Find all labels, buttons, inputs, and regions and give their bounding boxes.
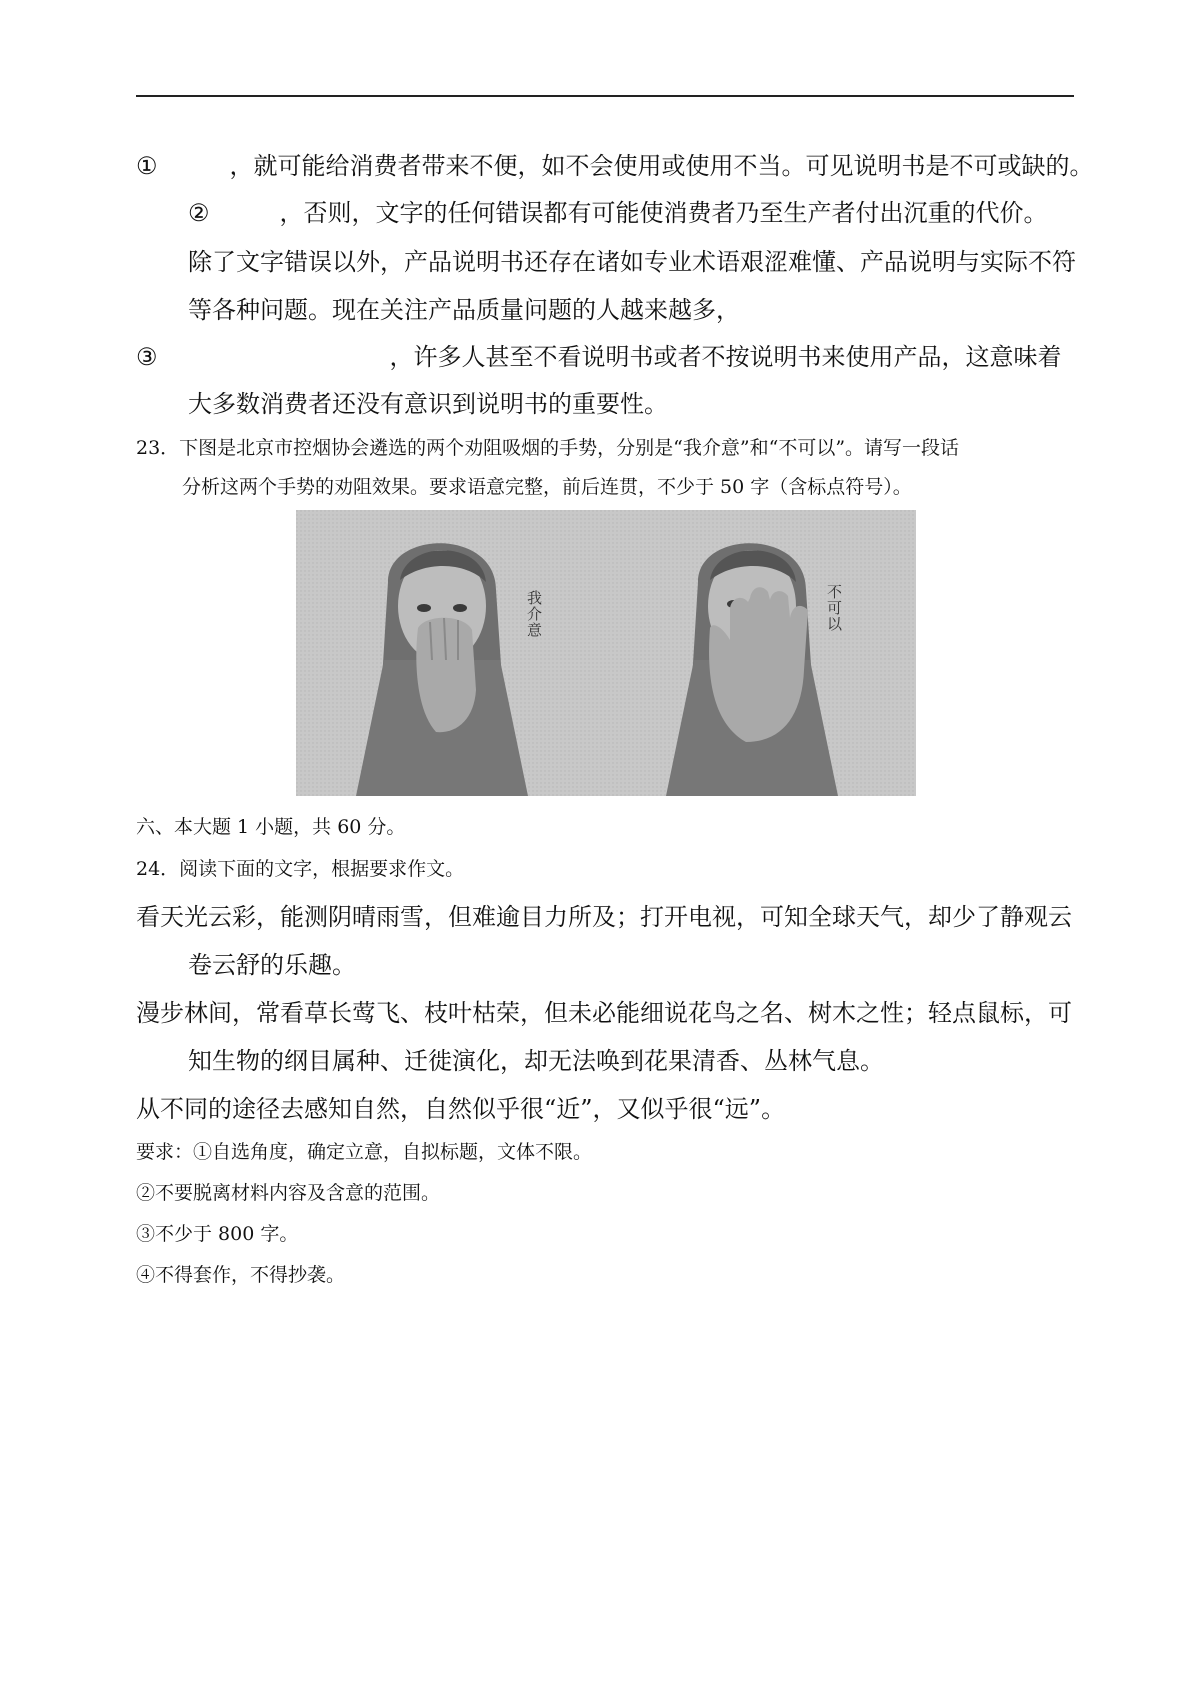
section-6-heading: 六、本大题 1 小题，共 60 分。 — [136, 816, 406, 838]
line1-text: ，就可能给消费者带来不便，如不会使用或使用不当。可见说明书是不可或缺的。 — [229, 152, 1094, 180]
requirement-1: 要求：①自选角度，确定立意，自拟标题，文体不限。 — [136, 1141, 593, 1163]
requirement-2: ②不要脱离材料内容及含意的范围。 — [136, 1182, 441, 1204]
material-para-3: 从不同的途径去感知自然，自然似乎很“近”，又似乎很“远”。 — [136, 1095, 786, 1123]
blank-line-2 — [188, 193, 1048, 228]
question-23-line-2: 分析这两个手势的劝阻效果。要求语意完整，前后连贯，不少于 50 字（含标点符号）。 — [182, 476, 912, 498]
blank-line-1 — [136, 146, 1094, 181]
question-23-line-1: 23．下图是北京市控烟协会遴选的两个劝阻吸烟的手势，分别是“我介意”和“不可以”。请写一段话 — [136, 437, 960, 459]
marker-1: ① — [136, 152, 158, 180]
paragraph-line-4: 等各种问题。现在关注产品质量问题的人越来越多， — [188, 296, 740, 324]
material-para-1-line-1: 看天光云彩，能测阴晴雨雪，但难逾目力所及；打开电视，可知全球天气，却少了静观云 — [136, 903, 1072, 931]
marker-2: ② — [188, 199, 210, 227]
question-24: 24．阅读下面的文字，根据要求作文。 — [136, 858, 465, 880]
line5-text: ，许多人甚至不看说明书或者不按说明书来使用产品，这意味着 — [389, 343, 1062, 371]
left-gesture-label: 我介意 — [525, 590, 543, 638]
line2-text: ，否则，文字的任何错误都有可能使消费者乃至生产者付出沉重的代价。 — [279, 199, 1048, 227]
gesture-illustration — [296, 510, 916, 796]
gesture-figure — [296, 510, 916, 796]
header-rule — [136, 95, 1074, 97]
paragraph-line-6: 大多数消费者还没有意识到说明书的重要性。 — [188, 390, 668, 418]
material-para-1-line-2: 卷云舒的乐趣。 — [188, 951, 356, 979]
blank-line-3 — [136, 337, 1062, 372]
paragraph-line-3: 除了文字错误以外，产品说明书还存在诸如专业术语艰涩难懂、产品说明与实际不符 — [188, 248, 1076, 276]
right-gesture-label: 不可以 — [825, 584, 843, 632]
marker-3: ③ — [136, 343, 158, 371]
requirement-4: ④不得套作，不得抄袭。 — [136, 1264, 346, 1286]
material-para-2-line-1: 漫步林间，常看草长莺飞、枝叶枯荣，但未必能细说花鸟之名、树木之性；轻点鼠标，可 — [136, 999, 1072, 1027]
material-para-2-line-2: 知生物的纲目属种、迁徙演化，却无法唤到花果清香、丛林气息。 — [188, 1047, 884, 1075]
requirement-3: ③不少于 800 字。 — [136, 1223, 299, 1245]
